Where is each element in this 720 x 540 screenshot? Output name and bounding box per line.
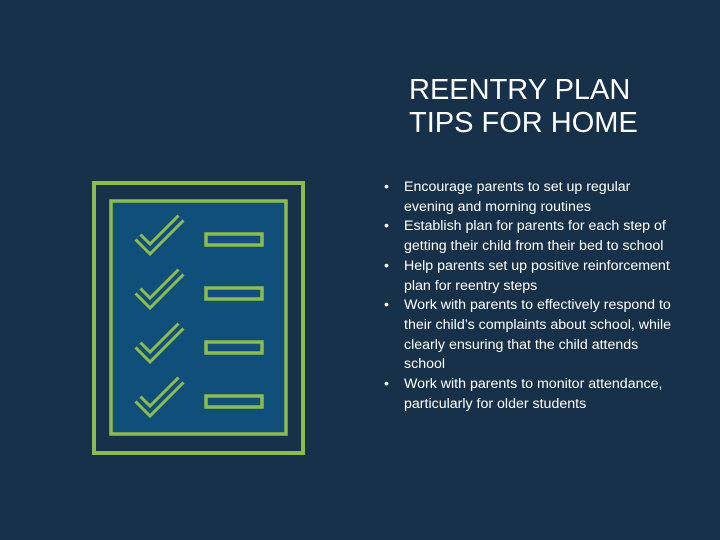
bullet-item	[384, 217, 674, 256]
bullet-dot: •	[384, 218, 389, 235]
slide-title-line-2: TIPS FOR HOME	[409, 107, 638, 139]
bullet-dot: •	[384, 179, 389, 195]
bullet-dot: •	[384, 376, 389, 393]
bullet-item	[384, 375, 674, 414]
bullet-text: Help parents set up positive reinforcement plan for reentry steps	[404, 257, 670, 294]
bullet-text: Work with parents to effectively respond to their child’s complaints about school, while clearly ensuring that the child attends school	[404, 297, 672, 373]
bullet-dot: •	[384, 297, 389, 314]
bullet-list	[384, 178, 674, 414]
bullet-text: Encourage parents to set up regular evening and morning routines	[404, 179, 631, 215]
slide-title-line-1: REENTRY PLAN	[409, 74, 631, 106]
bullet-dot: •	[384, 257, 389, 274]
bullet-item	[384, 257, 674, 296]
bullet-item	[384, 178, 674, 217]
slide-title	[409, 74, 709, 140]
bullet-item	[384, 296, 674, 375]
bullet-text: Establish plan for parents for each step of getting their child from their bed to school	[404, 218, 666, 255]
bullet-text: Work with parents to monitor attendance, particularly for older students	[404, 376, 663, 412]
checklist-icon	[92, 181, 305, 455]
